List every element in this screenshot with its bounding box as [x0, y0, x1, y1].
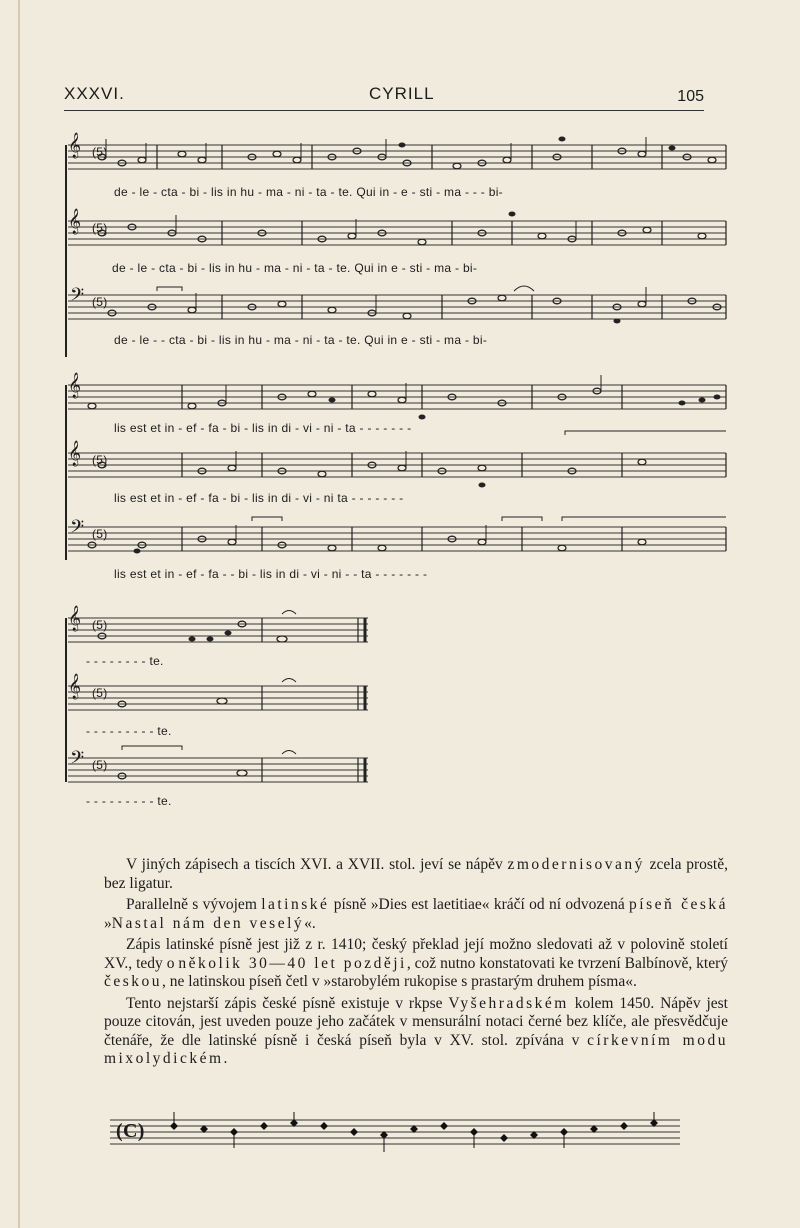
staff-3-3 [68, 758, 368, 782]
p3-emphasis-czech: českou [104, 973, 163, 990]
mensural-clef-marker: (C) [116, 1120, 145, 1142]
final-barlines [262, 618, 365, 782]
p3-text-e: , ne latinskou píseň četl v »starobylém rukopise s prastarým druhem písma«. [162, 973, 637, 990]
treble-clef-5: 𝄞 [68, 606, 82, 631]
p2-emphasis-czech: píseň česká [629, 896, 728, 913]
paragraph-4 [104, 995, 728, 1069]
mensural-notation-example [110, 1112, 690, 1167]
mode-marker-2: (5) [92, 221, 108, 235]
mode-marker-3: (5) [92, 295, 108, 309]
running-header [64, 80, 704, 111]
lyrics-s1-v1: de - le - cta - bi - lis in hu - ma - ni - ta - te. Qui in - e - sti - ma - - - bi- [114, 185, 503, 199]
p4-emphasis: Vyšehradském [448, 994, 569, 1012]
system-2-staves [62, 375, 742, 585]
notes-1 [98, 148, 721, 319]
lyrics-s3-v1: - - - - - - - - te. [86, 654, 164, 668]
mode-marker-6: (5) [92, 618, 108, 632]
p4-text-c: kolem 1450. Nápěv jest pouze citován, jest uveden pouze jeho začátek v mensurální notaci černé bez klíče, ale přesvědčuje čtenáře, že dle latinské písně i česká píseň byla v XV. stol. zpívána v [104, 994, 728, 1049]
p4-text-e: . [223, 1050, 228, 1067]
lyrics-s3-v2: - - - - - - - - - te. [86, 724, 172, 738]
p1-text-a: V jiných zápisech a tiscích XVI. a XVII. stol. jeví se nápěv [126, 856, 508, 873]
staff-2-2 [68, 453, 726, 477]
paragraph-3 [104, 936, 728, 992]
score-system-1 [62, 135, 742, 365]
treble-clef-1: 𝄞 [68, 133, 82, 158]
p4-text-a: Tento nejstarší zápis české písně existuje v rkpse [126, 994, 449, 1012]
mensural-staff [110, 1112, 690, 1162]
body-text [104, 856, 728, 1072]
treble-clef-4: 𝄞 [68, 441, 82, 466]
notes-2 [88, 388, 646, 551]
staff-3-2 [68, 686, 368, 710]
staff-2-1 [68, 385, 726, 409]
p3-emphasis: několik 30—40 let později [178, 954, 407, 972]
chapter-title: CYRILL [369, 84, 435, 103]
treble-clef-2: 𝄞 [68, 209, 82, 234]
barlines-1 [157, 145, 726, 319]
score-system-2 [62, 375, 742, 585]
staff-3-1 [68, 618, 368, 642]
p2-text-e: » [104, 914, 112, 932]
paragraph-2 [104, 896, 728, 933]
p2-song-title: Nastal nám den veselý [111, 914, 305, 932]
lyrics-s1-v2: de - le - cta - bi - lis in hu - ma - ni - ta - te. Qui in e - sti - ma - bi- [112, 261, 478, 275]
lyrics-s2-v2: lis est et in - ef - fa - bi - lis in di - vi - ni ta - - - - - - - [114, 491, 404, 505]
mode-marker-4: (5) [92, 453, 108, 467]
staff-1 [68, 145, 726, 169]
treble-clef-6: 𝄞 [68, 674, 82, 699]
score-system-3 [62, 606, 382, 810]
treble-clef-3: 𝄞 [68, 373, 82, 398]
black-notes-2 [134, 395, 721, 554]
bass-clef-1b: 𝄢 [70, 285, 85, 310]
system-3-staves [62, 610, 382, 810]
mode-marker-5: (5) [92, 527, 108, 541]
p4-emphasis-mode: církevním modu mixolydickém [104, 1031, 728, 1067]
p3-text-c: , což nutno konstatovati ke tvrzení Balbínově, který [406, 954, 728, 972]
black-notes-1 [399, 137, 676, 324]
staff-2 [68, 221, 726, 245]
p3-text-a: Zápis latinské písně jest již z r. 1410; český překlad její možno sledovati až v polovině století XV., tedy o [104, 936, 728, 972]
paragraph-1 [104, 856, 728, 893]
lyrics-s2-v1: lis est et in - ef - fa - bi - lis in di - vi - ni - ta - - - - - - - [114, 421, 412, 435]
fermatas [282, 611, 296, 755]
page-binding-edge [18, 0, 20, 1228]
lyrics-s1-v3: de - le - - cta - bi - lis in hu - ma - ni - ta - te. Qui in e - sti - ma - bi- [114, 333, 488, 347]
p2-text-c: písně »Dies est laetitiae« kráčí od ní odvozená [329, 896, 630, 913]
bass-clef-3: 𝄢 [70, 748, 85, 773]
barlines-2 [182, 385, 726, 551]
mode-marker-1: (5) [92, 145, 108, 159]
lyrics-s3-v3: - - - - - - - - - te. [86, 794, 172, 808]
mode-marker-7: (5) [92, 686, 108, 700]
mode-marker-8: (5) [92, 758, 108, 772]
p2-text-a: Parallelně s vývojem [126, 896, 262, 913]
chapter-number: XXXVI. [64, 84, 125, 103]
p1-emphasis: zmodernisovaný [507, 856, 645, 873]
staff-2-3 [68, 527, 726, 551]
mensural-notes [170, 1119, 658, 1142]
lyrics-s2-v3: lis est et in - ef - fa - - bi - lis in di - vi - ni - - ta - - - - - - - [114, 567, 428, 581]
p2-emphasis-latin: latinské [261, 896, 330, 913]
system-1-staves [62, 135, 742, 365]
notes-3 [98, 621, 287, 779]
p1-text-c: zcela prostě, bez ligatur. [104, 856, 728, 892]
bass-clef-2: 𝄢 [70, 517, 85, 542]
staff-3 [68, 295, 726, 319]
p2-text-g: «. [304, 914, 316, 932]
page-number: 105 [677, 88, 704, 105]
